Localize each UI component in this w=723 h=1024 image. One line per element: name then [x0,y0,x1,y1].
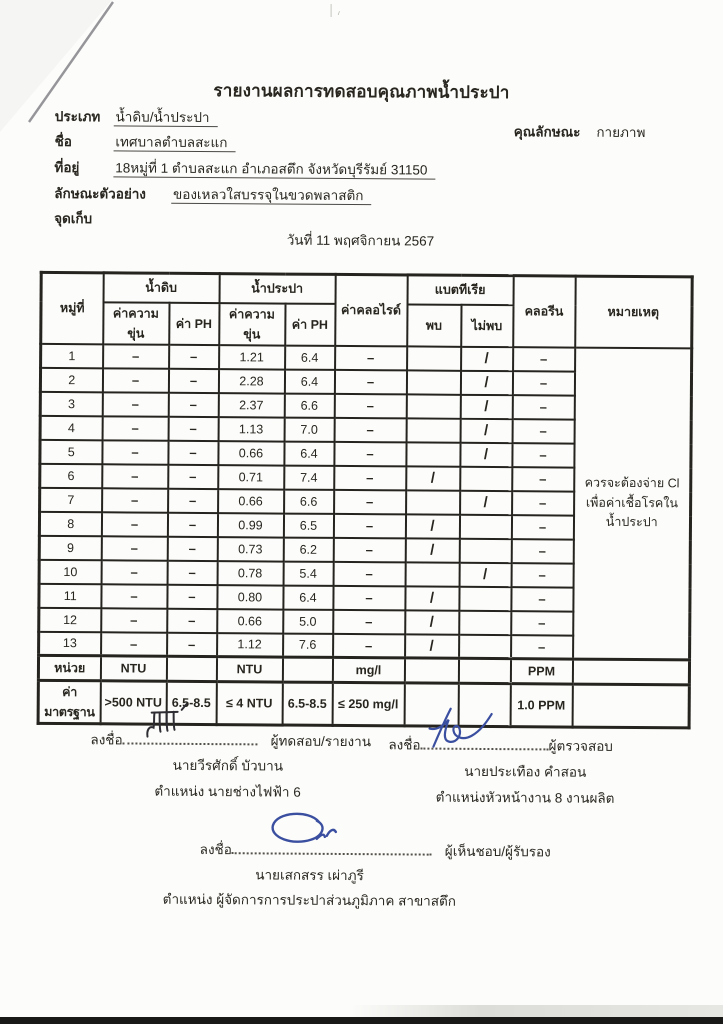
field-name-value: เทศบาลตำบลสะแก [113,134,235,152]
cell [406,394,460,418]
cell: / [406,466,460,490]
cell: PPM [510,659,572,684]
cell: – [102,464,168,488]
cell: / [460,370,512,394]
cell: – [102,488,168,512]
cell: / [405,610,459,634]
cell: / [405,514,459,538]
cell: 7.4 [284,465,334,489]
results-table [37,271,694,730]
field-name-label: ชื่อ [54,133,72,150]
cell: – [101,512,167,536]
col-raw-water: น้ำดิบ [103,273,219,303]
cell: 2 [40,367,102,391]
col-bacteria-not-found: ไม่พบ [461,304,513,346]
field-collection-point-label: จุดเก็บ [54,210,93,227]
cell: – [168,488,218,512]
cell: – [334,489,406,514]
cell: – [333,609,405,634]
cell: – [333,537,405,562]
cell: – [513,347,575,371]
cell: 6.5 [283,513,333,537]
corner-fold-crease [0,0,140,145]
cell: – [168,464,218,488]
cell: – [511,611,573,635]
cell: / [461,346,513,370]
col-tap-ph: ค่า PH [285,303,335,345]
cell: – [512,443,574,467]
field-type-label: ประเภท [54,108,101,125]
cell [459,610,511,634]
cell: – [167,560,217,584]
field-address-label: ที่อยู่ [54,159,80,176]
cell: – [167,536,217,560]
cell: – [512,491,574,515]
cell: – [334,441,406,466]
cell: 5.4 [283,561,333,585]
cell: – [102,440,168,464]
cell [282,657,332,682]
cell [459,586,511,610]
cell: / [460,394,512,418]
cell: – [168,368,218,392]
cell: 13 [39,631,101,655]
cell: – [168,392,218,416]
cell: – [334,465,406,490]
cell [458,658,510,683]
cell: / [405,634,459,658]
cell: 10 [39,559,101,583]
col-raw-turbidity: ค่าความขุ่น [103,302,169,344]
signer-role: ผู้ตรวจสอบ [548,738,613,754]
signer-position: ตำแหน่ง ผู้จัดการการประปาส่วนภูมิภาค สาขาสตึก [162,891,457,909]
cell: 6.4 [285,345,335,369]
cell: 7.6 [283,633,333,657]
field-sample-label: ลักษณะตัวอย่าง [54,185,146,202]
cell [572,684,689,728]
cell: 4 [40,415,102,439]
cell: 1.12 [217,633,283,657]
cell: 6.4 [284,441,334,465]
cell: / [460,490,512,514]
cell [407,346,461,370]
signer-name: นายวีรศักดิ์ บัวบาน [172,757,284,774]
unit-label: หน่วย [38,655,100,680]
col-bacteria-found: พบ [407,304,461,346]
signer-name: นายประเทือง คำสอน [464,763,587,780]
col-remark: หมายเหตุ [575,276,692,348]
field-sample-value: ของเหลวใสบรรจุในขวดพลาสติก [171,187,372,205]
cell: 7.0 [284,417,334,441]
cell: – [102,368,168,392]
cell: 6.5-8.5 [166,681,216,724]
cell [459,514,511,538]
cell: 0.66 [218,441,284,465]
cell: / [460,418,512,442]
cell: – [511,515,573,539]
cell: – [101,560,167,584]
cell: 1 [41,343,103,367]
cell: – [101,632,167,656]
cell: / [460,442,512,466]
cell: 1.0 PPM [510,684,572,727]
handwritten-signature [257,807,357,858]
cell: – [167,512,217,536]
col-chloride: ค่าคลอไรด์ [335,274,407,346]
cell: – [512,371,574,395]
signer-name: นายเสกสรร เผ่าภูรี [255,867,364,884]
signer-role: ผู้ทดสอบ/รายงาน [270,733,372,750]
cell: – [103,344,169,368]
cell: 3 [40,391,102,415]
cell: – [168,440,218,464]
cell: 6.4 [283,585,333,609]
cell: – [512,467,574,491]
cell: – [167,608,217,632]
cell: – [101,608,167,632]
cell: 6.2 [283,537,333,561]
cell: – [169,344,219,368]
cell: >500 NTU [100,681,166,724]
cell: – [101,584,167,608]
cell: 6.4 [284,369,334,393]
cell [406,418,460,442]
signer-position: ตำแหน่งหัวหน้างาน 8 งานผลิต [435,789,615,806]
cell: ≤ 250 mg/l [332,682,404,726]
cell: 0.78 [217,561,283,585]
cell: 7 [40,487,102,511]
sign-prefix: ลงชื่อ [90,732,123,748]
field-type-value: น้ำดิบ/น้ำประปา [114,109,218,127]
sign-prefix: ลงชื่อ [199,841,232,858]
field-attribute-value: กายภาพ [596,124,646,141]
field-address-value: 18หมู่ที่ 1 ตำบลสะแก อำเภอสตึก จังหวัดบุรีรัมย์ 31150 [113,160,435,179]
cell: – [335,345,407,370]
cell: – [102,416,168,440]
cell: NTU [216,657,282,682]
cell: – [511,563,573,587]
cell: – [101,536,167,560]
cell: – [333,561,405,586]
field-collection-point [54,207,109,229]
standard-row [38,680,689,728]
cell: – [511,587,573,611]
cell: – [102,392,168,416]
cell: 2.28 [218,369,284,393]
handwritten-signature [137,701,197,743]
cell: 12 [39,607,101,631]
cell: 11 [39,583,101,607]
scanner-smudge [350,1005,723,1017]
col-village: หมู่ที่ [41,272,103,343]
field-sample [54,182,371,206]
handwritten-signature [419,701,497,752]
cell: 8 [39,511,101,535]
cell [405,562,459,586]
remark-note: ควรจะต้องจ่าย Cl เพื่อค่าเชื้อโรคใน น้ำประปา [573,347,692,660]
scanner-edge-band [0,1017,723,1024]
signature-line-approver [200,838,551,862]
cell: – [334,393,406,418]
cell: – [167,584,217,608]
field-address [54,156,435,181]
cell: – [334,369,406,394]
cell [406,490,460,514]
cell: 6.6 [284,489,334,513]
results-table-wrap [37,271,694,730]
cell: 0.73 [217,537,283,561]
cell [572,659,689,685]
cell [459,538,511,562]
cell: 0.71 [218,465,284,489]
pencil-marks: ׀ ៸ [328,6,341,18]
signature-line-tester [90,728,371,752]
col-tap-turbidity: ค่าความขุ่น [219,303,285,345]
cell: – [511,635,573,659]
cell [166,656,216,681]
cell: 0.80 [217,585,283,609]
field-attribute [514,120,646,143]
cell: – [168,416,218,440]
cell: – [511,539,573,563]
cell: 1.21 [219,345,285,369]
cell: / [405,538,459,562]
cell: 0.99 [217,513,283,537]
col-bacteria: แบตทีเรีย [407,275,513,305]
cell: mg/l [332,657,404,683]
cell: 0.66 [217,609,283,633]
field-attribute-label: คุณลักษณะ [513,124,581,140]
cell: ≤ 4 NTU [216,682,282,725]
cell: NTU [100,656,166,681]
cell: 1.13 [218,417,284,441]
report-date: วันที่ 11 พฤศจิกายน 2567 [286,232,435,249]
cell: – [512,395,574,419]
page-title: รายงานผลการทดสอบคุณภาพน้ำประปา [213,81,510,103]
col-chlorine: คลอรีน [513,276,575,347]
header-row-1 [41,272,692,306]
cell: / [405,586,459,610]
cell: 6 [40,463,102,487]
cell: – [334,417,406,442]
signer-role: ผู้เห็นชอบ/ผู้รับรอง [444,843,551,860]
cell: – [333,585,405,610]
cell: 0.66 [218,489,284,513]
cell: / [459,562,511,586]
standard-label: ค่ามาตรฐาน [38,680,100,723]
cell [460,466,512,490]
col-raw-ph: ค่า PH [169,302,219,344]
cell [406,370,460,394]
cell: – [333,513,405,538]
col-tap-water: น้ำประปา [219,274,335,304]
cell [404,658,458,683]
cell: – [512,419,574,443]
cell: 5.0 [283,609,333,633]
signer-position: ตำแหน่ง นายช่างไฟฟ้า 6 [154,783,301,800]
cell: 9 [39,535,101,559]
cell: 2.37 [218,393,284,417]
cell [406,442,460,466]
cell [459,634,511,658]
cell: 6.5-8.5 [282,682,332,725]
cell: 6.6 [284,393,334,417]
cell: – [167,632,217,656]
sign-prefix: ลงชื่อ [388,737,421,753]
cell: – [333,633,405,658]
cell: 5 [40,439,102,463]
